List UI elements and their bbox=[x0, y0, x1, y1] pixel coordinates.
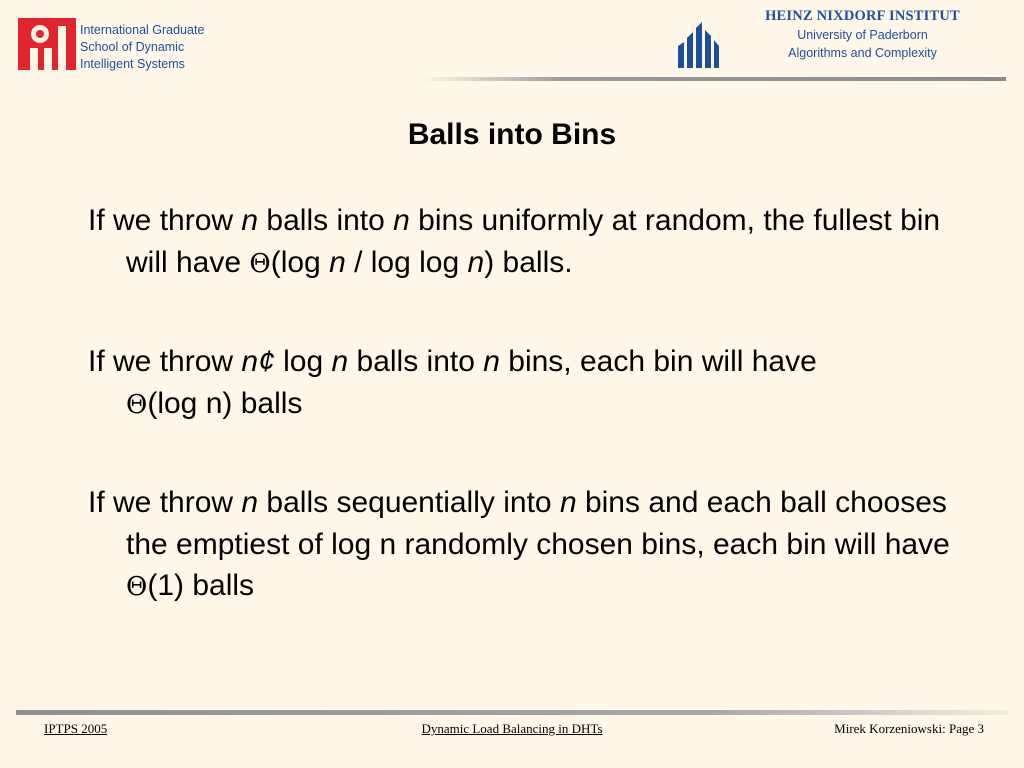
theta-symbol: Θ bbox=[126, 389, 148, 420]
igs-name bbox=[80, 22, 204, 73]
slide-title: Balls into Bins bbox=[407, 118, 617, 151]
header-divider bbox=[420, 77, 1006, 81]
theta-symbol: Θ bbox=[126, 572, 148, 602]
footer-divider bbox=[16, 710, 1008, 715]
hni-name bbox=[740, 6, 985, 62]
bullet-2: If we throw n¢ log n balls into n bins, each bin will have Θ(log n) balls bbox=[88, 345, 817, 420]
igs-logo-icon bbox=[18, 18, 76, 70]
theta-symbol: Θ bbox=[249, 248, 271, 279]
hni-line-1: University of Paderborn bbox=[797, 28, 928, 42]
hni-institute: HEINZ NIXDORF INSTITUT bbox=[765, 8, 960, 24]
footer-talk-title: Dynamic Load Balancing in DHTs bbox=[421, 721, 603, 736]
footer-conference: IPTPS 2005 bbox=[44, 721, 108, 736]
footer-page: Mirek Korzeniowski: Page 3 bbox=[834, 721, 984, 736]
bullet-1: If we throw n balls into n bins uniformly at random, the fullest bin will have Θ(log n / log log n) balls. bbox=[88, 204, 941, 279]
hni-line-2: Algorithms and Complexity bbox=[788, 46, 937, 60]
igs-line-3: Intelligent Systems bbox=[80, 57, 185, 71]
hni-logo-icon bbox=[676, 16, 720, 68]
bullet-3: If we throw n balls sequentially into n bins and each ball chooses the emptiest of log n randomly chosen bins, each bin will have Θ(1) balls bbox=[88, 486, 950, 602]
igs-line-1: International Graduate bbox=[80, 23, 205, 37]
igs-line-2: School of Dynamic bbox=[80, 40, 185, 54]
slide-content bbox=[88, 200, 988, 665]
